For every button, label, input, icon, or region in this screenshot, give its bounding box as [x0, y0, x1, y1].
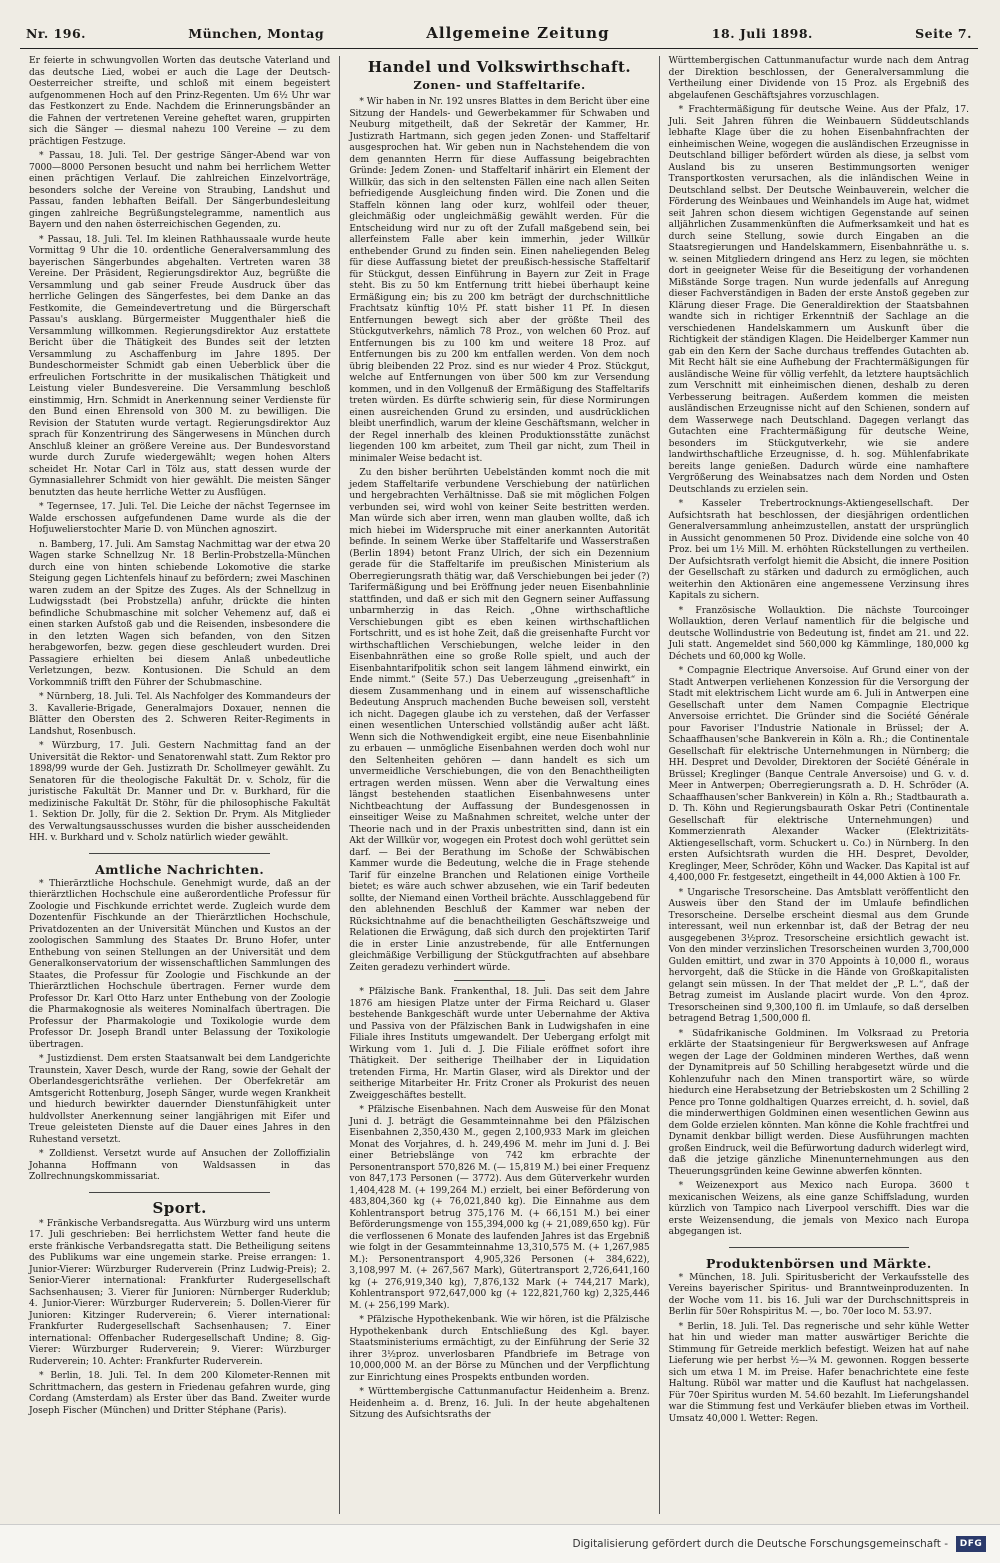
section-divider — [729, 1247, 909, 1248]
section-divider — [89, 853, 270, 854]
sport-paragraph: * Fränkische Verbandsregatta. Aus Würzburg wird uns unterm 17. Juli geschrieben: Bei herrlichstem Wetter fand heute die erste fränkische Verbandsregatta statt. Die Betheiligung seitens des Publikums war eine ungemein starke. Preise errangen: 1. Junior-Vierer: Würzburger Ruderverein (Prinz Ludwig-Preis); 2. Senior-Vierer international: Frankfurter Rudergesellschaft Sachsenhausen; 3. Vierer für Junioren: Nürnberger Ruderklub; 4. Junior-Vierer: Würzburger Ruderverein; 5. Dollen-Vierer für Junioren: Kitzinger Ruderverein; 6. Vierer international: Frankfurter Rudergesellschaft Sachsenhausen; 7. Einer international: Offenbacher Rudergesellschaft Undine; 8. Gig-Vierer: Würzburger Ruderverein; 9. Vierer: Würzburger Ruderverein; 10. Achter: Frankfurter Ruderverein. — [29, 1218, 331, 1367]
article-paragraph: * Frachtermäßigung für deutsche Weine. Aus der Pfalz, 17. Juli. Seit Jahren führen die Weinbauern Süddeutschlands lebhafte Klage über die zu hohen Eisenbahnfrachten der einheimischen Weine, wogegen die ausländischen Erzeugnisse in Deutschland billiger befördert würden als diese, ja selbst vom Ausland bis zu unseren Bestimmungsorten weniger Transportkosten verursachen, als die inländischen Weine in Deutschland selbst. Der Deutsche Weinbauverein, welcher die Förderung des Weinbaues und Weinhandels im Auge hat, widmet seit Jahren schon diesem wichtigen Gegenstande auf seinen alljährlichen Zusammenkünften die Aufmerksamkeit und hat es durch seine Stellung, sowie durch Eingaben an die Staatsregierungen und Handelskammern, Eisenbahnräthe u. s. w. seinen Mitgliedern dringend ans Herz zu legen, sie möchten dort in geeigneter Weise für die Beseitigung der vorhandenen Mißstände Sorge tragen. Nun wurde jedenfalls auf Anregung dieser Fachverständigen in Baden der erste Anstoß gegeben zur Klärung dieser Frage. Die Generaldirektion der Staatsbahnen wandte sich in richtiger Erkenntniß der Sachlage an die verschiedenen Handelskammern um Auskunft über die Richtigkeit der ständigen Klagen. Die Heidelberger Kammer nun gab ein den Kern der Sache durchaus treffendes Gutachten ab. Mit Recht hält sie eine Aufhebung der Frachtermäßigungen für ausländische Weine für völlig verfehlt, da letztere hauptsächlich zum Verschnitt mit einheimischen dienen, deshalb zu deren Verbesserung beitragen. Außerdem kommen die meisten ausländischen Erzeugnisse nicht auf den Schienen, sondern auf dem Wasserwege nach Deutschland. Dagegen verlangt das Gutachten eine Frachtermäßigung für deutsche Weine, besonders im Stückgutverkehr, wie sie andere landwirthschaftliche Erzeugnisse, d. h. sog. Mühlenfabrikate bereits lange genießen. Dadurch würde eine namhaftere Vergrößerung des Weinabsatzes nach dem Norden und Osten Deutschlands zu erzielen sein. — [668, 105, 969, 495]
article-paragraph: * Weizenexport aus Mexico nach Europa. 3600 t mexicanischen Weizens, als eine ganze Schiffsladung, wurden kürzlich von Tampico nach Liverpool verschifft. Dies war die erste Weizensendung, die jemals von Mexico nach Europa abgegangen ist. — [668, 1181, 969, 1237]
article-paragraph: * Württembergische Cattunmanufactur Heidenheim a. Brenz. Heidenheim a. d. Brenz, 16. Juli. In der heute abgehaltenen Sitzung des Aufsichtsraths der — [349, 1387, 650, 1420]
sport-paragraph: * Berlin, 18. Juli. Tel. In dem 200 Kilometer-Rennen mit Schrittmachern, das gestern in Friedenau gefahren wurde, ging Cordang (Amsterdam) als Erster über das Band. Zweiter wurde Joseph Fischer (München) und Dritter Stéphane (Paris). — [29, 1371, 331, 1416]
article-paragraph: Zu den bisher berührten Uebelständen kommt noch die mit jedem Staffeltarife verbundene Verschiebung der natürlichen und hergebrachten Verhältnisse. Daß sie mit möglichen Folgen verbunden sei, wird wohl von keiner Seite bestritten werden. Man würde sich aber irren, wenn man glauben wollte, daß ich mich hiebei im Widerspruche mit einer anerkannten Autorität befinde. In seinem Werke über Staffeltarife und Wasserstraßen (Berlin 1894) betont Franz Ulrich, der sich ein Dezennium gerade für die Staffeltarife im preußischen Ministerium als Oberregierungsrath thätig war, daß Verschiebungen bei jeder (?) Tarifermäßigung und bei Eröffnung jeder neuen Eisenbahnlinie stattfinden, und daß er sich mit den Gegnern seiner Auffassung unbarmherzig in das Reich. „Ohne wirthschaftliche Verschiebungen gibt es eben keinen wirthschaftlichen Fortschritt, und es ist hohe Zeit, daß die greisenhafte Furcht vor wirthschaftlichen Verschiebungen, welche leider in den Eisenbahnräthen eine so große Rolle spielt, und auch der Eisenbahntarifpolitik schon seit langem lähmend einwirkt, ein Ende nimmt.“ (Seite 57.) Das Ueberzeugung „greisenhaft“ in diesem Zusammenhang und in einem auf wissenschaftliche Bedeutung Anspruch machenden Buche beweisen soll, versteht ich nicht. Dagegen glaube ich zu verstehen, daß der Verfasser einen wesentlichen Unterschied vollständig außer acht läßt. Wenn sich die Nothwendigkeit ergibt, eine neue Eisenbahnlinie zu erbauen — unmögliche Eisenbahnen werden doch wohl nur den Seltenheiten gehören — dann handelt es sich um unvermeidliche Verschiebungen, die von den Benachtheiligten ertragen werden müssen. Wenn aber die Verwaltung eines längst bestehenden staatlichen Eisenbahnwesens unter Nichtbeachtung der Auffassung der Bundesgenossen in einseitiger Weise zu Maßnahmen schreitet, welche unter der Theorie nach und in der Praxis unbestritten sind, dann ist ein Akt der Willkür vor, wogegen ein Protest doch wohl gerüttet sein darf. — Bei der Berathung im Schoße der Schwäbischen Kammer wurde die Bedeutung, welche die in Frage stehende Tarif für einzelne Branchen und Relationen einige Vortheile bietet; es wäre auch schwer abzusehen, wie ein Tarif bedeuten sollte, der Niemand einen Vortheil brächte. Ausschlaggebend für den ablehnenden Beschluß der Kammer war neben der Rücksichtnahme auf die benachtheiligten Geschäftszweige und Relationen die Erwägung, daß sich durch den projektirten Tarif die in erster Linie anzustrebende, für alle Entfernungen gleichmäßige Verbilligung der Stückgutfrachten auf absehbare Zeiten geradezu verhindert würde. — [349, 468, 650, 973]
section-title-produce: Produktenbörsen und Märkte. — [705, 1255, 932, 1271]
page-number: Seite 7. — [915, 26, 972, 41]
article-paragraph: * Pfälzische Hypothekenbank. Wie wir hören, ist die Pfälzische Hypothekenbank durch Entschließung des Kgl. bayer. Staatsministeriums ermächtigt, zu der Einführung der Serie 32 ihrer 3½proz. unverlosbaren Pfandbriefe im Betrage von 10,000,000 M. an der Börse zu München und der Verpflichtung zur Einrichtung eines Prospekts entbunden worden. — [349, 1315, 650, 1383]
article-paragraph: * Kasseler Trebertrocknungs-Aktiengesellschaft. Der Aufsichtsrath hat beschlossen, der diesjährigen ordentlichen Generalversammlung anheimzustellen, anstatt der ursprünglich in Aussicht genommenen 50 Proz. Dividende eine solche von 40 Proz. bei um 1½ Mill. M. erhöhten Rückstellungen zu vertheilen. Der Aufsichtsrath verfolgt hiemit die Absicht, die innere Position der Gesellschaft zu stärken und dadurch zu ermöglichen, auch weiterhin den Aktionären eine angemessene Verzinsung ihres Kapitals zu sichern. — [668, 499, 969, 601]
section-divider — [454, 980, 544, 981]
article-paragraph: Württembergischen Cattunmanufactur wurde nach dem Antrag der Direktion beschlossen, der Generalversammlung die Vertheilung einer Dividende von 15 Proz. als Ergebniß des abgelaufenen Geschäftsjahres vorzuschlagen. — [668, 56, 969, 101]
article-paragraph: * Wir haben in Nr. 192 unsres Blattes in dem Bericht über eine Sitzung der Handels- und Gewerbekammer für Schwaben und Neuburg mitgetheilt, daß der Sekretär der Kammer, Hr. Justizrath Hartmann, sich gegen jeden Zonen- und Staffeltarif ausgesprochen hat. Wir geben nun in Nachstehendem die von dem genannten Herrn für diese Auffassung beigebrachten Gründe: Jedem Zonen- und Staffeltarif inhärirt ein Element der Willkür, das sich in den seltensten Fällen eine nach allen Seiten befriedigende Ausgleichung finden wird. Die Zonen und die Staffeln können lang oder kurz, wohlfeil oder theuer, gleichmäßig oder ungleichmäßig gewählt werden. Für die Entscheidung wird nur zu oft der Zufall maßgebend sein, bei allerfeinstem Falle aber kein immerhin, jeder Willkür enthebender Grund zu finden sein. Einen naheliegenden Beleg für diese Auffassung bietet der preußisch-hessische Staffeltarif für Stückgut, dessen Einführung in Bayern zur Zeit in Frage steht. Bis zu 50 km Entfernung tritt hiebei überhaupt keine Ermäßigung ein; bis zu 200 km beträgt der durchschnittliche Frachtsatz künftig 10½ Pf. statt bisher 11 Pf. In diesen Entfernungen bewegt sich aber der größte Theil des Stückgutverkehrs, nämlich 78 Proz., von welchen 60 Proz. auf Entfernungen bis zu 100 km und weitere 18 Proz. auf Entfernungen bis zu 200 km entfallen werden. Von dem noch übrig bleibenden 22 Proz. sind es nur wieder 4 Proz. Stückgut, welche auf Entfernungen von über 500 km zur Versendung kommen, und in den Vollgenuß der Ermäßigung des Staffeltarifs treten würden. Es dürfte schwierig sein, für diese Normirungen einen ausreichenden Grund zu ersinden, und ausdrücklichen bleibt unerfindlich, warum der kleine Geschäftsmann, welcher in der Regel innerhalb des kleinen Produktionsstätte zunächst liegenden 100 km arbeitet, zum Theil gar nicht, zum Theil in minimaler Weise bedacht ist. — [349, 97, 650, 464]
footer-bar — [0, 1524, 1000, 1563]
article-paragraph: * Compagnie Electrique Anversoise. Auf Grund einer von der Stadt Antwerpen verliehenen Konzession für die Versorgung der Stadt mit elektrischem Licht wurde am 6. Juli in Antwerpen eine Gesellschaft unter dem Namen Compagnie Electrique Anversoise errichtet. Die Gründer sind die Société Générale pour Favoriser l'Industrie Nationale in Brüssel; der A. Schaaffhausen'sche Bankverein in Köln a. Rh.; die Continentale Gesellschaft für elektrische Unternehmungen in Nürnberg; die HH. Despret und Devolder, Direktoren der Société Générale in Brüssel; Kreglinger (Banque Centrale Anversoise) und G. v. d. Meer in Antwerpen; Oberregierungsrath a. D. H. Schröder (A. Schaaffhausen'scher Bankverein) in Köln a. Rh.; Stadtbaurath a. D. Th. Köhn und Regierungsbaurath Oskar Petri (Continentale Gesellschaft für elektrische Unternehmungen) und Kommerzienrath Alexander Wacker (Elektrizitäts-Aktiengesellschaft, vorm. Schuckert u. Co.) in Nürnberg. In den ersten Aufsichtsrath wurden die HH. Despret, Devolder, Kreglinger, Meer, Schröder, Köhn und Wacker. Das Kapital ist auf 4,400,000 Fr. festgesetzt, eingetheilt in 44,000 Aktien à 100 Fr. — [668, 666, 969, 883]
article-paragraph: * Pfälzische Eisenbahnen. Nach dem Ausweise für den Monat Juni d. J. beträgt die Gesammteinnahme bei den Pfälzischen Eisenbahnen 2,350,430 M., gegen 2,100,933 Mark im gleichen Monat des Vorjahres, d. h. 249,496 M. mehr im Juni d. J. Bei einer Betriebslänge von 742 km erbrachte der Personentransport 570,826 M. (— 15,819 M.) bei einer Frequenz von 847,173 Personen (— 3772). Aus dem Güterverkehr wurden 1,404,428 M. (+ 199,264 M.) erzielt, bei einer Beförderung von 483,804,360 kg (+ 76,021,840 kg). Die Einnahme aus dem Kohlentransport betrug 375,176 M. (+ 66,151 M.) bei einer Beförderungsmenge von 155,394,000 kg (+ 21,089,650 kg). Für die verflossenen 6 Monate des laufenden Jahres ist das Ergebniß wie folgt in der Gesammteinnahme 13,310,575 M. (+ 1,267,985 M.): Personentransport 4,905,326 Personen (+ 384,622), 3,108,997 M. (+ 267,567 Mark), Gütertransport 2,726,641,160 kg (+ 276,919,340 kg), 7,876,132 Mark (+ 744,217 Mark), Kohlentransport 972,647,000 kg (+ 122,821,760 kg) 2,325,446 M. (+ 256,199 Mark). — [349, 1105, 650, 1311]
produce-paragraph: * Berlin, 18. Juli. Tel. Das regnerische und sehr kühle Wetter hat hin und wieder man matter auswärtiger Berichte die Stimmung für Getreide merklich befestigt. Weizen hat auf nahe Lieferung wie per herbst ½—¾ M. gewonnen. Roggen besserte sich um etwa 1 M. im Preise. Hafer benachrichtete eine feste Haltung. Rüböl war matter und die Kauflust hat nachgelassen. Für 70er Spiritus wurden M. 54.60 bezahlt. Im Lieferungshandel war die Stimmung fest und Verkäufer blieben etwas im Vortheil. Umsatz 40,000 l. Wetter: Regen. — [668, 1321, 969, 1424]
article-columns — [20, 56, 978, 1514]
article-paragraph: n. Bamberg, 17. Juli. Am Samstag Nachmittag war der etwa 20 Wagen starke Schnellzug Nr. 18 Berlin-Probstzella-München durch eine von hinten schiebende Lokomotive die starke Steigung gegen Lichtenfels hinauf zu befördern; zwei Maschinen waren zudem an der Spitze des Zuges. Als der Schnellzug in Ludwigsstadt (bei Probstzella) anfuhr, drückte die hinten befindliche Schubmaschine mit solcher Vehemenz auf, daß ei einen starken Aufstoß gab und die Reisenden, insbesondere die in den letzten Wagen sich befanden, von den Sitzen herabgeworfen, bezw. gegen diese geschleudert wurden. Drei Passagiere erhielten bei diesem Anlaß unbedeutliche Verletzungen, bezw. Kontusionen. Die Schuld an dem Vorkommniß trifft den Führer der Schubmaschine. — [29, 539, 331, 688]
funding-note: Digitalisierung gefördert durch die Deutsche Forschungsgemeinschaft - — [572, 1538, 948, 1550]
section-title-commerce: Handel und Volkswirthschaft. — [367, 58, 632, 76]
article-paragraph: * Pfälzische Bank. Frankenthal, 18. Juli. Das seit dem Jahre 1876 am hiesigen Platze unter der Firma Reichard u. Glaser bestehende Bankgeschäft wurde unter Uebernahme der Aktiva und Passiva von der Pfälzischen Bank in Ludwigshafen in eine Filiale ihres Instituts umgewandelt. Der Uebergang erfolgt mit Wirkung vom 1. Juli d. J. Die Filiale eröffnet sofort ihre Thätigkeit. Der seitherige Theilhaber der in Liquidation tretenden Firma, Hr. Martin Glaser, wird als Direktor und der seitherige Mitarbeiter Hr. Fritz Croner als Prokurist des neuen Zweiggeschäftes bestellt. — [349, 987, 650, 1101]
dfg-logo: DFG — [956, 1536, 986, 1552]
issue-number: Nr. 196. — [26, 26, 87, 41]
article-paragraph: Er feierte in schwungvollen Worten das deutsche Vaterland und das deutsche Lied, wobei er auch die Lage der Deutsch-Oesterreicher streifte, und schloß mit einem begeistert aufgenommenen Hoch auf den Prinz-Regenten. Um 6½ Uhr war das Festkonzert zu Ende. Nachdem die Erinnerungsbänder an die Fahnen der vertretenen Vereine geheftet waren, gruppirten sich die Sänger — diesmal nahezu 100 Vereine — zu dem prächtigen Festzuge. — [29, 56, 331, 147]
article-paragraph: * Würzburg, 17. Juli. Gestern Nachmittag fand an der Universität die Rektor- und Senatorenwahl statt. Zum Rektor pro 1898/99 wurde der Geh. Justizrath Dr. Schollmeyer gewählt. Zu Senatoren für die theologische Fakultät Dr. v. Scholz, für die juristische Fakultät Dr. Manner und Dr. v. Burkhard, für die medizinische Fakultät Dr. Stöhr, für die philosophische Fakultät 1. Sektion Dr. Jolly, für die 2. Sektion Dr. Prym. Als Mitglieder des Verwaltungsausschusses wurden die bisher ausscheidenden HH. v. Burkhard und v. Scholz natürlich wieder gewählt. — [29, 741, 331, 843]
section-subtitle: Zonen- und Staffeltarife. — [413, 78, 586, 92]
masthead — [20, 24, 978, 49]
article-paragraph: * Südafrikanische Goldminen. Im Volksraad zu Pretoria erklärte der Staatsingenieur für Bergwerkswesen auf Anfrage wegen der Lage der Goldminen minderen Werthes, daß wenn der Dynamitpreis auf 50 Schilling herabgesetzt würde und die Kohlenzufuhr nach den Minen transportirt wäre, so würde hiedurch eine Herabsetzung der Betriebskosten um 2 Schilling 2 Pence pro Tonne goldhaltigen Quarzes erreicht, d. h. soviel, daß die minderwerthigen Goldminen einen wesentlichen Gewinn aus dem Golde erzielen könnten. Man könne die Kohle frachtfrei und Dynamit denkbar billigt werden. Diese Ausführungen machten großen Eindruck, weil die Befürwortung dadurch widerlegt wird, daß die jetzige gänzliche Minenunternehmungen aus den Theuerungsgründen keine Gewinne abwerfen könnten. — [668, 1028, 969, 1177]
column-middle — [339, 56, 658, 1514]
section-title-sport: Sport. — [152, 1198, 207, 1217]
article-paragraph: * Passau, 18. Juli. Tel. Der gestrige Sänger-Abend war von 7000—8000 Personen besucht und nahm bei herrlichem Wetter einen prächtigen Verlauf. Die zahlreichen Einzelvorträge, besonders solche der Vereine von Straubing, Landshut und Passau, fanden lebhaften Beifall. Der Sängerbundesleitung gingen zahlreiche Begrüßungstelegramme, namentlich aus Bayern und den nahen österreichischen Gegenden, zu. — [29, 151, 331, 230]
issue-date: 18. Juli 1898. — [711, 26, 813, 41]
official-paragraph: * Justizdienst. Dem ersten Staatsanwalt bei dem Landgerichte Traunstein, Xaver Desch, wurde der Rang, sowie der Gehalt der Oberlandesgerichtsräthe verliehen. Der Oberfekretär am Amtsgericht Rottenburg, Joseph Sänger, wurde wegen Krankheit und hiedurch bewirkter dauernder Dienstunfähigkeit unter huldvollster Anerkennung seiner langjährigen mit Eifer und Treue geleisteten Dienste auf die Dauer eines Jahres in den Ruhestand versetzt. — [29, 1054, 331, 1145]
newspaper-page — [20, 24, 978, 1514]
article-paragraph: * Nürnberg, 18. Juli. Tel. Als Nachfolger des Kommandeurs der 3. Kavallerie-Brigade, Generalmajors Doxauer, nennen die Blätter den Obersten des 2. Schweren Reiter-Regiments in Landshut, Rosenbusch. — [29, 692, 331, 737]
article-paragraph: * Passau, 18. Juli. Tel. Im kleinen Rathhaussaale wurde heute Vormittag 9 Uhr die 10. ordentliche Generalversammlung des bayerischen Sängerbundes abgehalten. Vertreten waren 38 Vereine. Der Präsident, Regierungsdirektor Auz, begrüßte die Versammlung und gab seiner Freude Ausdruck über das herrliche Gelingen des Sängerfestes, bei dem Danke an das Festkomite, die Gemeindevertretung und die Bürgerschaft Passau's ausklang. Bürgermeister Muggenthaler hieß die Versammlung willkommen. Regierungsdirektor Auz erstattete Bericht über die Thätigkeit des Bundes seit der letzten Versammlung zu Aschaffenburg im Jahre 1895. Der Bundeschormeister Schmidt gab einen Ueberblick über die erfreulichen Fortschritte in der musikalischen Thätigkeit und Leistung vieler Bundesvereine. Die Versammlung beschloß einstimmig, Hrn. Schmidt in Anerkennung seiner Verdienste für den Bund einen Ehrensold von 300 M. zu bewilligen. Die Revision der Statuten wurde vertagt. Regierungsdirektor Auz sprach für Konzentrirung des Sängerwesens in München durch Anschluß kleiner an größere Vereine aus. Der Bundesvorstand wurde durch Zurufe wiedergewählt; wegen hohen Alters scheidet Hr. Notar Carl in Tölz aus, statt dessen wurde der Gymnasiallehrer Schmidt von hier gewählt. Die meisten Sänger benutzten das heute herrliche Wetter zu Ausflügen. — [29, 234, 331, 498]
column-right — [659, 56, 978, 1514]
section-divider — [89, 1192, 270, 1193]
issue-day: München, Montag — [188, 26, 325, 41]
produce-paragraph: * München, 18. Juli. Spiritusbericht der Verkaufsstelle des Vereins bayerischer Spiritus- und Branntweinproduzenten. In der Woche vom 11. bis 16. Juli war der Durchschnittspreis in Berlin für 50er Rohspiritus M. —, bo. 70er loco M. 53.97. — [668, 1272, 969, 1317]
column-left — [20, 56, 339, 1514]
section-title-official: Amtliche Nachrichten. — [95, 861, 265, 877]
newspaper-title: Allgemeine Zeitung — [426, 24, 610, 42]
article-paragraph: * Tegernsee, 17. Juli. Tel. Die Leiche der nächst Tegernsee im Walde erschossen aufgefundenen Dame wurde als die der Hofjuwelierstochter Marie D. von München agnoszirt. — [29, 502, 331, 535]
article-paragraph: * Französische Wollauktion. Die nächste Tourcoinger Wollauktion, deren Verlauf namentlich für die belgische und deutsche Wollindustrie von Bedeutung ist, findet am 21. und 22. Juli statt. Angemeldet sind 560,000 kg Kämmlinge, 180,000 kg Déchets und 60,000 kg Wolle. — [668, 605, 969, 662]
official-paragraph: * Zolldienst. Versetzt wurde auf Ansuchen der Zolloffizialin Johanna Hoffmann von Waldsassen in das Zollrechnungskommissariat. — [29, 1149, 331, 1182]
article-paragraph: * Ungarische Tresorscheine. Das Amtsblatt veröffentlicht den Ausweis über den Stand der im Umlaufe befindlichen Tresorscheine. Derselbe erscheint diesmal aus dem Grunde interessant, weil nun erkennbar ist, daß der Betrag der neu ausgegebenen 3½proz. Tresorscheine ersichtlich gewacht ist. Von den minder verzinslichen Tresorscheinen wurden 3,700,000 Gulden emittirt, und zwar in 370 Appoints à 10,000 fl., woraus hervorgeht, daß die Stücke in die Hände von Großkapitalisten gelangt sein müssen. In der That meldet der „P. L.“, daß der Betrag zumeist im Auslande placirt wurde. Von den 4proz. Tresorscheinen sind 9,300,100 fl. im Umlaufe, so daß derselben betragend Betrag 1,500,000 fl. — [668, 887, 969, 1024]
official-paragraph: * Thierärztliche Hochschule. Genehmigt wurde, daß an der thierärztlichen Hochschule eine außerordentliche Professur für Zoologie und Fischkunde errichtet werde. Zugleich wurde dem Dozentenfür Fischkunde an der Thierärztlichen Hochschule, Privatdozenten an der Universität München und Kustos an der zoologischen Sammlung des Staates Dr. Bruno Hofer, unter Enthebung von seinen Stellungen an der Universität und dem Generalkonservatorium der wissenschaftlichen Sammlungen des Staates, die Professur für Zoologie und Fischkunde an der Thierärztlichen Hochschule übertragen. Ferner wurde dem Professor Dr. Karl Otto Harz unter Enthebung von der Zoologie die Pharmakognosie als weiteres Nominalfach übertragen. Die Professur der Pharmakologie und Toxikologie wurde dem Professor Dr. Joseph Brandl unter Belassung der Toxikologie übertragen. — [29, 878, 331, 1050]
